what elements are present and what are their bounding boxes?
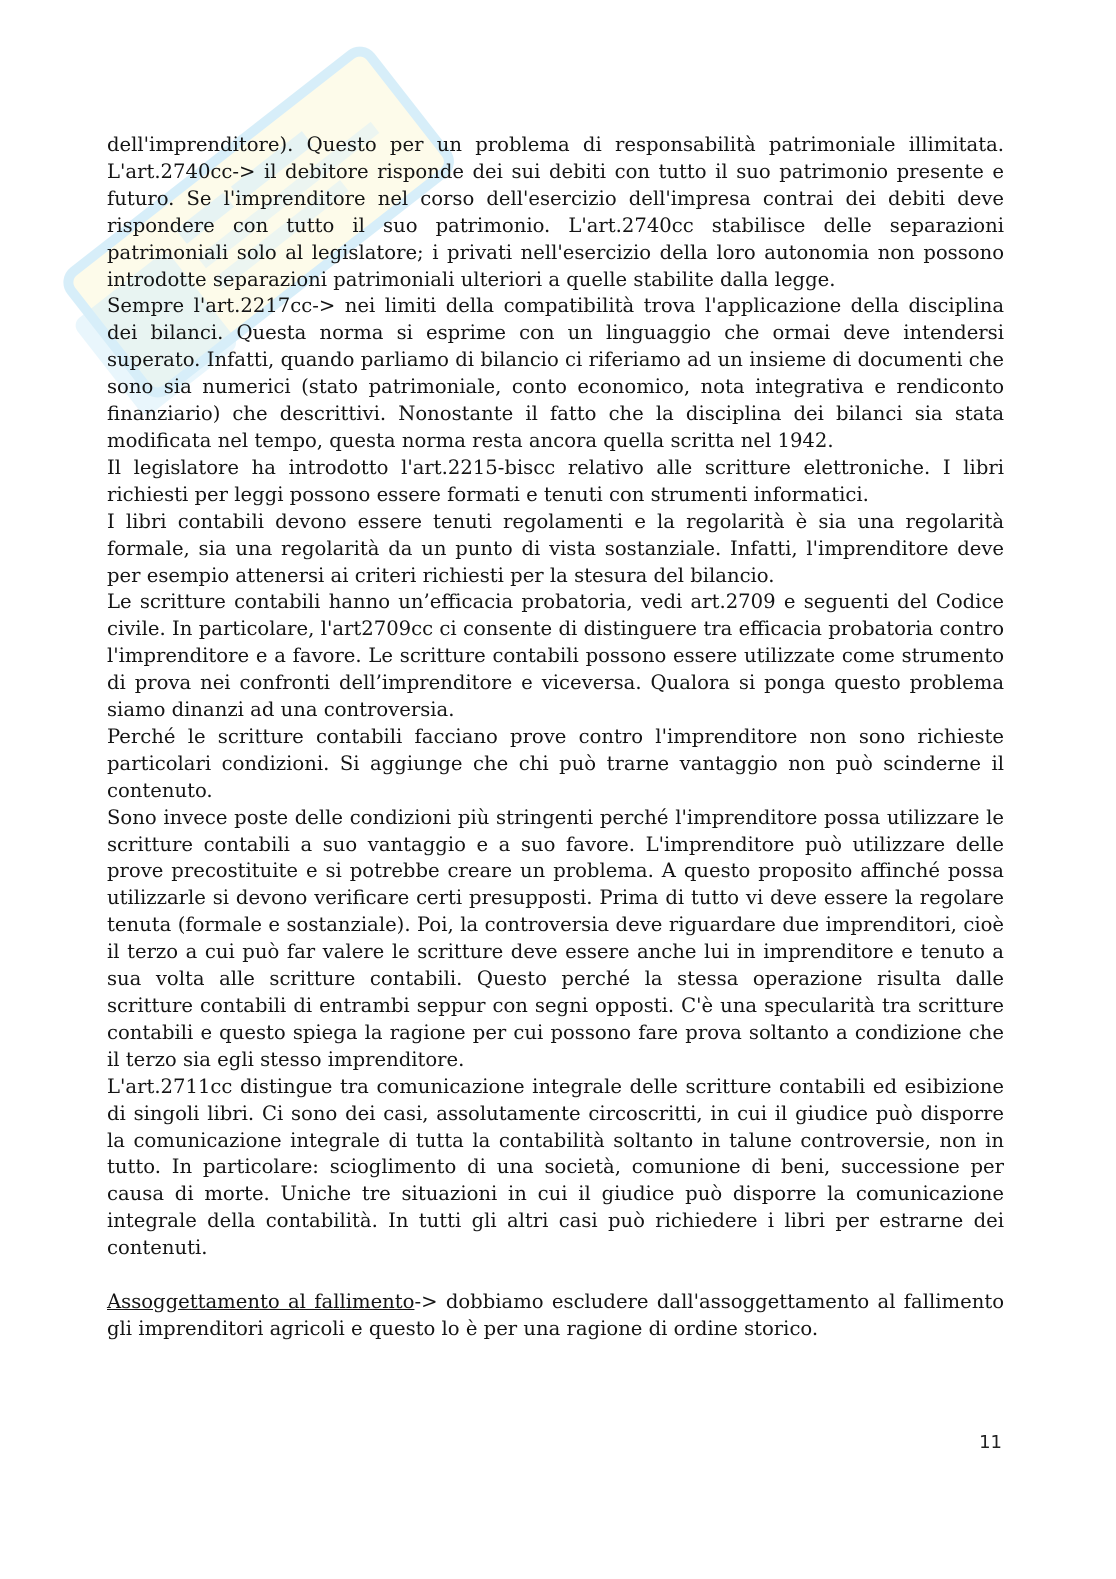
paragraph: Perché le scritture contabili facciano prove contro l'imprenditore non sono richieste particolari condizioni. Si aggiunge che chi può trarne vantaggio non può scinderne il contenuto. <box>107 724 1004 802</box>
paragraph: Sempre l'art.2217cc-> nei limiti della compatibilità trova l'applicazione della disciplina dei bilanci. Questa norma si esprime con un linguaggio che ormai deve intendersi superato. Infatti, quando parliamo di bilancio ci riferiamo ad un insieme di documenti che sono sia numerici (stato patrimoniale, conto economico, nota integrativa e rendiconto finanziario) che descrittivi. Nonostante il fatto che la disciplina dei bilanci sia stata modificata nel tempo, questa norma resta ancora quella scritta nel 1942. <box>107 294 1004 452</box>
paragraph: I libri contabili devono essere tenuti regolamenti e la regolarità è sia una regolarità formale, sia una regolarità da un punto di vista sostanziale. Infatti, l'imprenditore deve per esempio attenersi ai criteri richiesti per la stesura del bilancio. <box>107 509 1004 587</box>
section-text: -> dobbiamo escludere dall'assoggettamento al fallimento gli imprenditori agricoli e questo lo è per una ragione di ordine storico. <box>107 1290 1004 1340</box>
section-heading: Assoggettamento al fallimento <box>107 1290 415 1314</box>
paragraph: dell'imprenditore). Questo per un problema di responsabilità patrimoniale illimitata. L'art.2740cc-> il debitore risponde dei sui debiti con tutto il suo patrimonio presente e futuro. Se l'imprenditore nel corso dell'esercizio dell'impresa contrai dei debiti deve rispondere con tutto il suo patrimonio. L'art.2740cc stabilisce delle separazioni patrimoniali solo al legislatore; i privati nell'esercizio della loro autonomia non possono introdotte separazioni patrimoniali ulteriori a quelle stabilite dalla legge. <box>107 133 1004 291</box>
paragraph: Il legislatore ha introdotto l'art.2215-biscc relativo alle scritture elettroniche. I libri richiesti per leggi possono essere formati e tenuti con strumenti informatici. <box>107 455 1004 506</box>
paragraph: Sono invece poste delle condizioni più stringenti perché l'imprenditore possa utilizzare le scritture contabili a suo vantaggio e a suo favore. L'imprenditore può utilizzare delle prove precostituite e si potrebbe creare un problema. A questo proposito affinché possa utilizzarle si devono verificare certi presupposti. Prima di tutto vi deve essere la regolare tenuta (formale e sostanziale). Poi, la controversia deve riguardare due imprenditori, cioè il terzo a cui può far valere le scritture deve essere anche lui in imprenditore e tenuto a sua volta alle scritture contabili. Questo perché la stessa operazione risulta dalle scritture contabili di entrambi seppur con segni opposti. C'è una specularità tra scritture contabili e questo spiega la ragione per cui possono fare prova soltanto a condizione che il terzo sia egli stesso imprenditore. <box>107 805 1004 1071</box>
final-section-paragraph <box>107 1289 1004 1343</box>
paragraph: Le scritture contabili hanno un’efficacia probatoria, vedi art.2709 e seguenti del Codice civile. In particolare, l'art2709cc ci consente di distinguere tra efficacia probatoria contro l'imprenditore e a favore. Le scritture contabili possono essere utilizzate come strumento di prova nei confronti dell’imprenditore e viceversa. Qualora si ponga questo problema siamo dinanzi ad una controversia. <box>107 590 1004 722</box>
document-body <box>107 132 1004 1343</box>
page-number: 11 <box>979 1432 1002 1453</box>
paragraph: L'art.2711cc distingue tra comunicazione integrale delle scritture contabili ed esibizione di singoli libri. Ci sono dei casi, assolutamente circoscritti, in cui il giudice può disporre la comunicazione integrale di tutta la contabilità soltanto in talune controversie, non in tutto. In particolare: scioglimento di una società, comunione di beni, successione per causa di morte. Uniche tre situazioni in cui il giudice può disporre la comunicazione integrale della contabilità. In tutti gli altri casi può richiedere i libri per estrarne dei contenuti. <box>107 1074 1004 1260</box>
